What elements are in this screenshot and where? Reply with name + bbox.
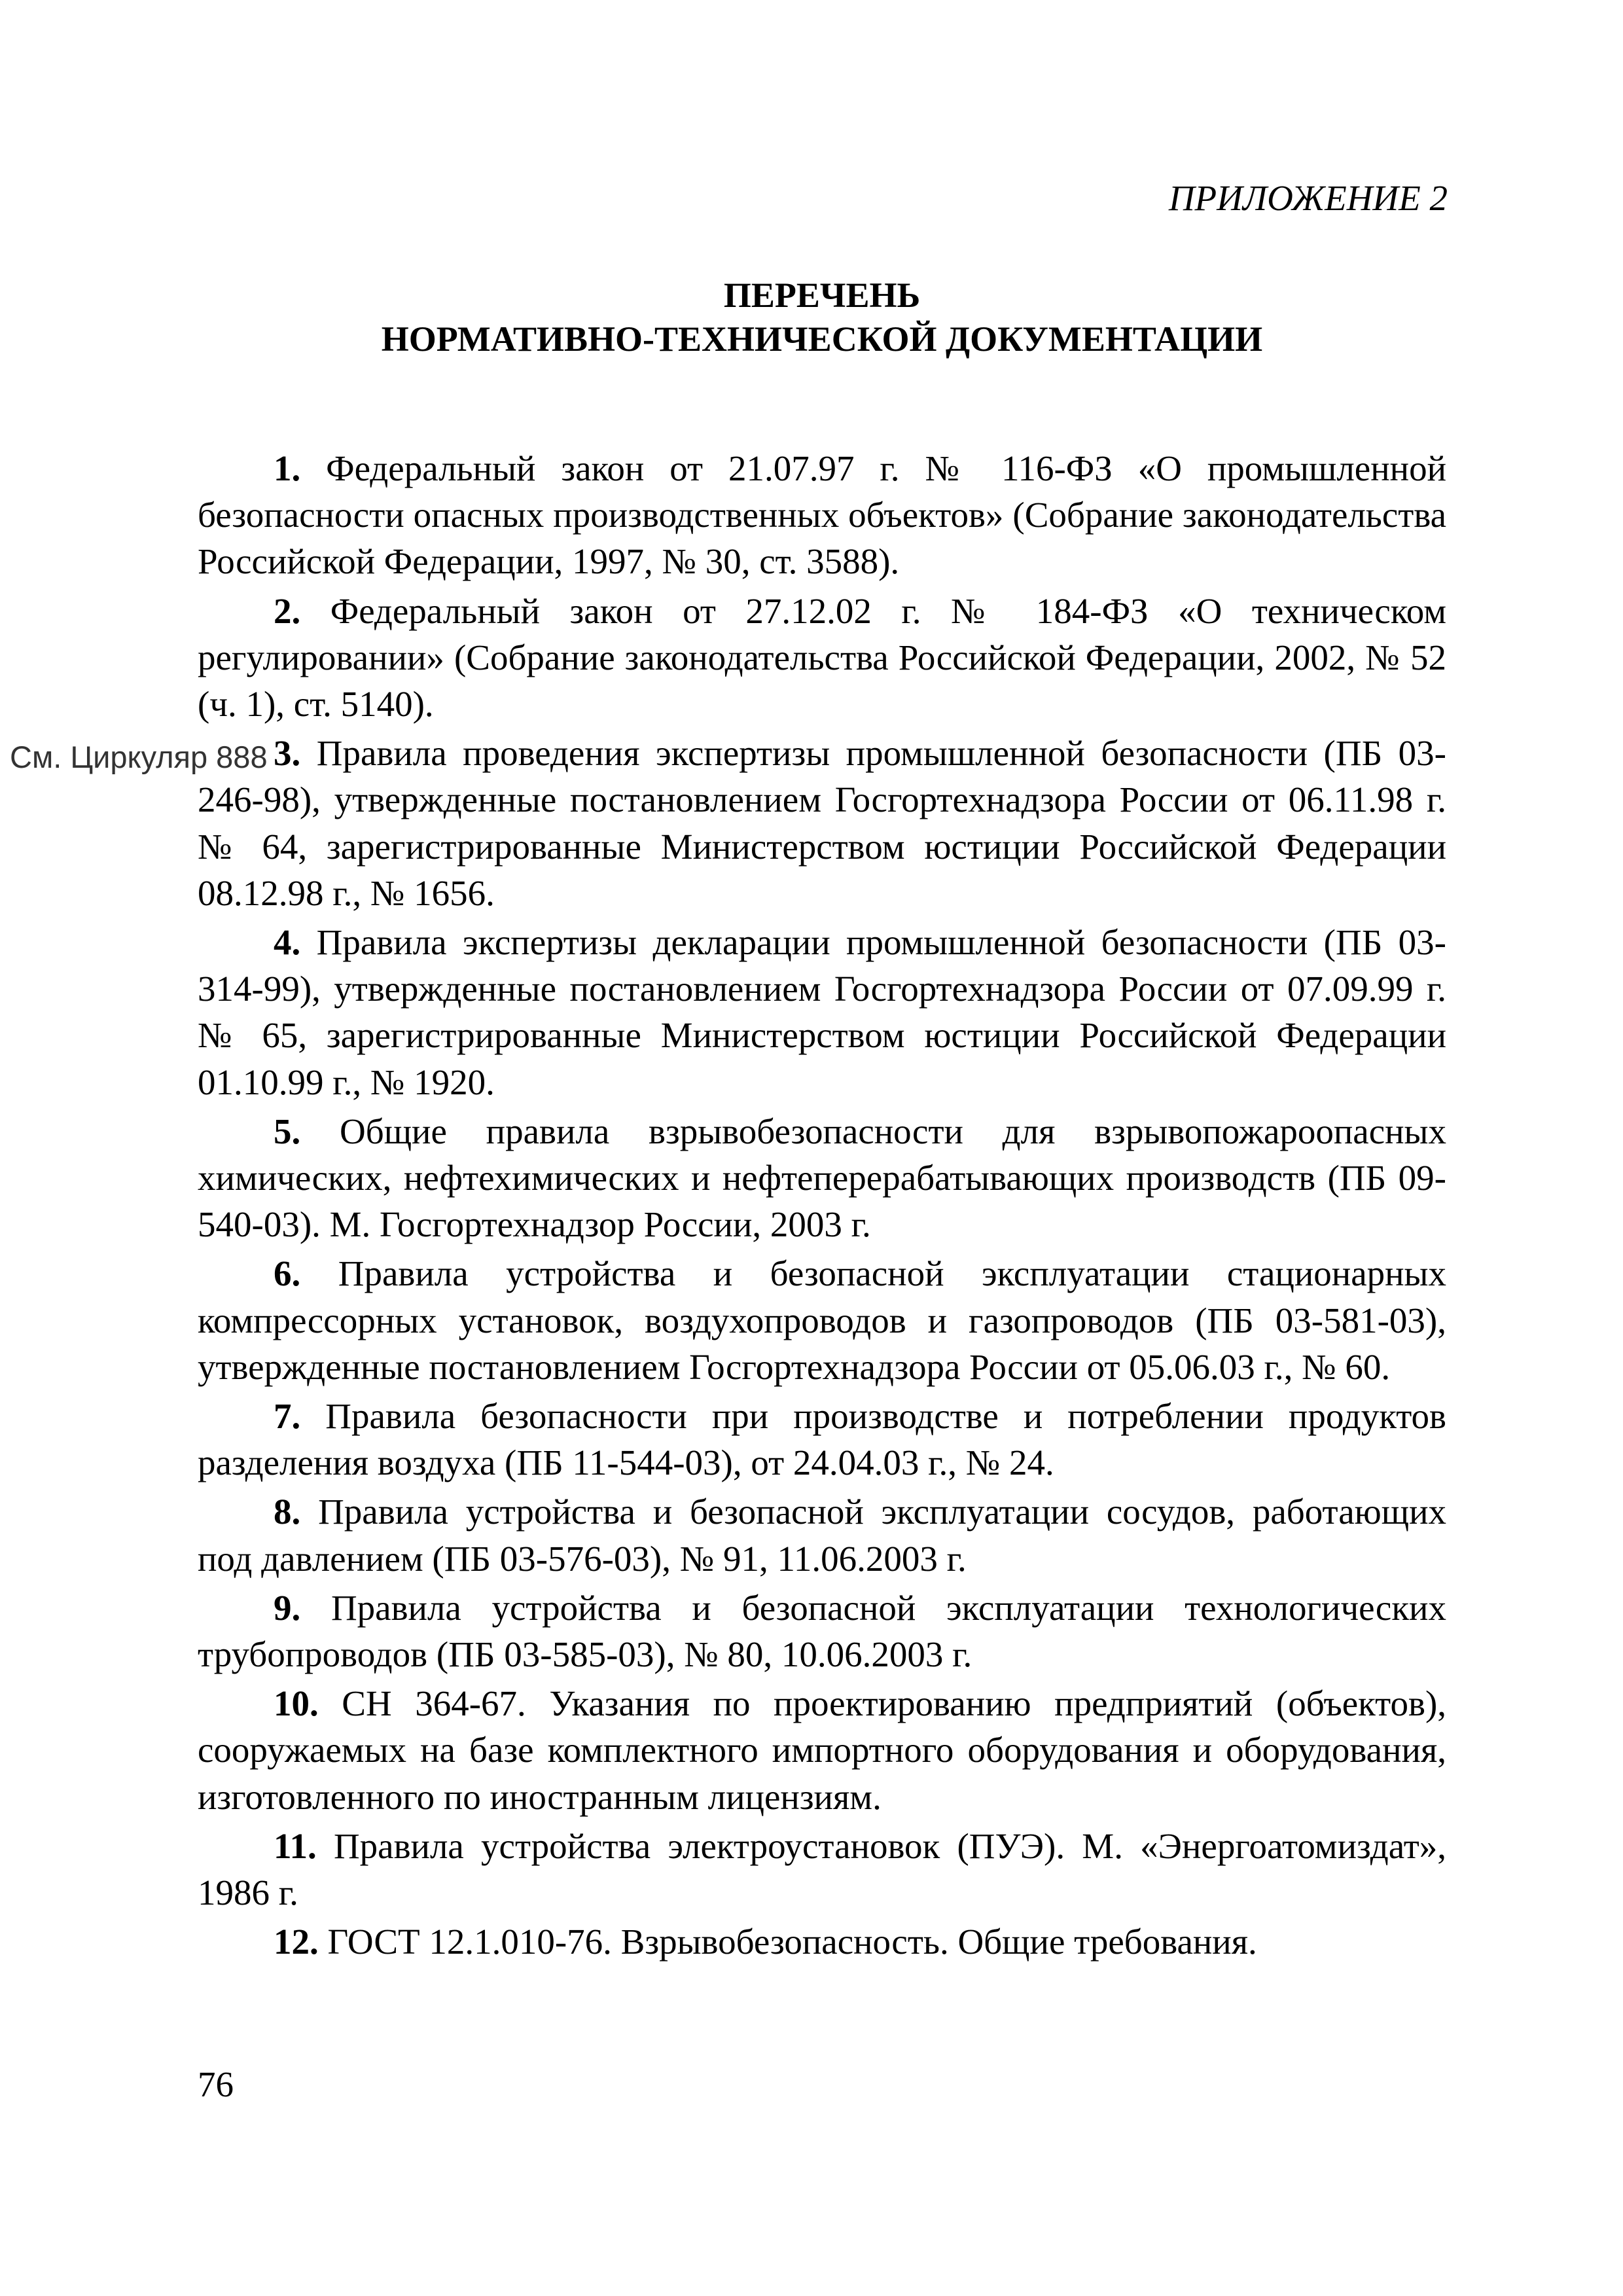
margin-note-link[interactable]: См. Циркуляр 888 [10,740,268,774]
item-text: Правила устройства и безопасной эксплуатации сосудов, работающих под давлением (ПБ 03-576-03), № 91, 11.06.2003 г. [198,1492,1447,1579]
title-line-2: НОРМАТИВНО-ТЕХНИЧЕСКОЙ ДОКУМЕНТАЦИИ [381,319,1263,359]
item-text: Правила экспертизы декларации промышленной безопасности (ПБ 03-314-99), утвержденные постановлением Госгортехнадзора России от 07.09.99 г. № 65, зарегистрированные Министерством юстиции Российской Федерации 01.10.99 г., № 1920. [198,922,1447,1102]
item-text: Правила безопасности при производстве и потреблении продуктов разделения воздуха (ПБ 11-544-03), от 24.04.03 г., № 24. [198,1396,1446,1483]
item-number: 2. [274,590,301,631]
page-number: 76 [198,2064,234,2104]
document-list [198,444,1446,1967]
item-number: 9. [274,1587,301,1628]
title-line-1: ПЕРЕЧЕНЬ [723,276,921,315]
item-text: Правила устройства и безопасной эксплуатации стационарных компрессорных установок, воздухопроводов и газопроводов (ПБ 03-581-03), утвержденные постановлением Госгортехнадзора России от 05.06.03 г., № 60. [198,1253,1447,1387]
list-item [198,1583,1446,1679]
item-text: Правила устройства и безопасной эксплуатации технологических трубопроводов (ПБ 03-585-03), № 80, 10.06.2003 г. [198,1587,1446,1675]
item-number: 6. [274,1253,301,1294]
list-item [198,1821,1446,1917]
item-text: Правила устройства электроустановок (ПУЭ). М. «Энергоатомиздат», 1986 г. [198,1825,1446,1913]
item-text: Федеральный закон от 21.07.97 г. № 116-ФЗ «О промышленной безопасности опасных производственных объектов» (Собрание законодательства Российской Федерации, 1997, № 30, ст. 3588). [198,448,1446,582]
item-text: Правила проведения экспертизы промышленной безопасности (ПБ 03-246-98), утвержденные постановлением Госгортехнадзора России от 06.11.98 г. № 64, зарегистрированные Министерством юстиции Российской Федерации 08.12.98 г., № 1656. [198,733,1446,913]
item-number: 3. [274,733,301,774]
item-number: 4. [274,922,301,963]
item-number: 12. [274,1922,319,1962]
item-number: 8. [274,1492,301,1532]
list-item [198,1249,1446,1391]
list-item [198,1107,1446,1249]
list-item [198,918,1446,1107]
list-item [198,1679,1446,1821]
list-item [198,1487,1446,1583]
appendix-label: ПРИЛОЖЕНИЕ 2 [1168,178,1448,218]
list-item [198,586,1446,729]
item-text: Общие правила взрывобезопасности для взрывопожароопасных химических, нефтехимических и нефтеперерабатывающих производств (ПБ 09-540-03). М. Госгортехнадзор России, 2003 г. [198,1111,1446,1245]
item-number: 1. [274,448,301,488]
item-number: 7. [274,1396,301,1437]
document-title [196,274,1448,361]
list-item [198,1391,1446,1487]
list-item [198,444,1446,586]
item-text: СН 364-67. Указания по проектированию предприятий (объектов), сооружаемых на базе комплектного импортного оборудования и оборудования, изготовленного по иностранным лицензиям. [198,1683,1447,1817]
item-number: 5. [274,1111,301,1151]
list-item [198,1917,1446,1966]
item-text: Федеральный закон от 27.12.02 г. № 184-ФЗ «О техническом регулировании» (Собрание законодательства Российской Федерации, 2002, № 52 (ч. 1), ст. 5140). [198,590,1446,725]
list-item [198,728,1446,918]
item-number: 11. [274,1825,317,1866]
item-number: 10. [274,1683,319,1724]
item-text: ГОСТ 12.1.010-76. Взрывобезопасность. Общие требования. [327,1922,1257,1962]
